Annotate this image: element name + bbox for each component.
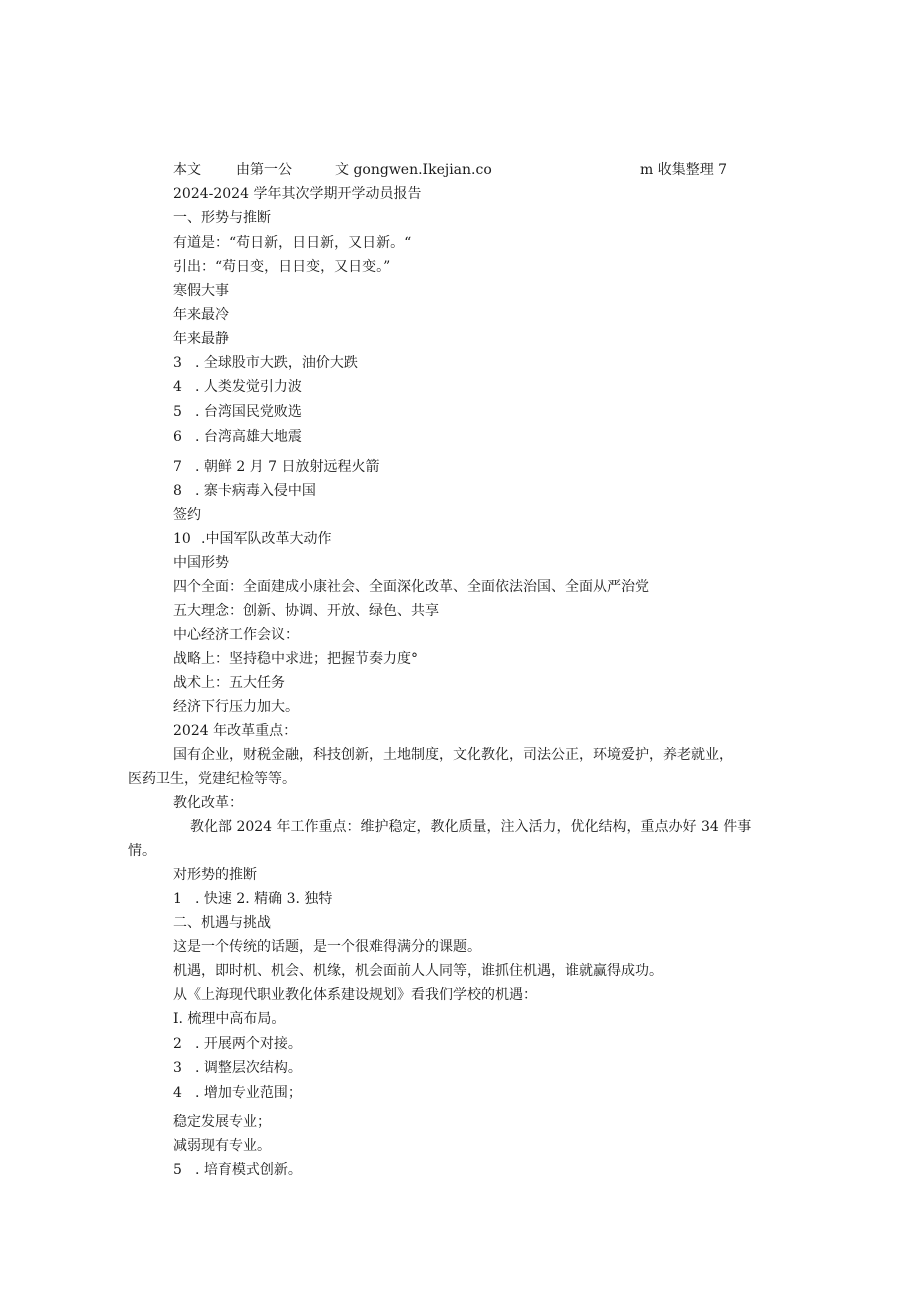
text-line: 从《上海现代职业教化体系建设规划》看我们学校的机遇： [173, 987, 537, 1003]
text-line: 教化改革： [173, 795, 243, 811]
list-text: . 人类发觉引力波 [195, 379, 302, 395]
text-line: 对形势的推断 [173, 867, 257, 883]
text-line: 签约 [173, 507, 201, 523]
list-text: . 朝鲜 2 月 7 日放射远程火箭 [195, 459, 380, 475]
text-line: 五大理念：创新、协调、开放、绿色、共享 [173, 603, 439, 619]
list-number: 8 [173, 483, 182, 499]
text-line: 四个全面：全面建成小康社会、全面深化改革、全面依法治国、全面从严治党 [173, 579, 649, 595]
list-item [173, 378, 302, 396]
list-item [173, 428, 302, 446]
list-text: . 开展两个对接。 [195, 1036, 302, 1052]
list-number: 3 [173, 355, 182, 371]
list-item [173, 1084, 302, 1102]
list-text: . 调整层次结构。 [195, 1060, 302, 1076]
list-number: 5 [173, 404, 182, 420]
text-line: 寒假大事 [173, 283, 229, 299]
list-item: I. 梳理中高布局。 [173, 1011, 286, 1027]
list-text: . 台湾国民党败选 [195, 404, 302, 420]
text-line: 这是一个传统的话题，是一个很难得满分的课题。 [173, 939, 481, 955]
list-number: 1 [173, 891, 182, 907]
list-text: . 寨卡病毒入侵中国 [195, 483, 316, 499]
list-item [173, 403, 302, 421]
paragraph-line: 国有企业，财税金融，科技创新，土地制度，文化教化，司法公正，环境爱护，养老就业， [173, 747, 733, 763]
text-line: 中心经济工作会议： [173, 627, 299, 643]
header-text-4: m 收集整理 7 [640, 162, 728, 178]
text-line: 机遇，即时机、机会、机缘，机会面前人人同等，谁抓住机遇，谁就赢得成功。 [173, 963, 663, 979]
list-number: 6 [173, 429, 182, 445]
list-number: 10 [173, 531, 191, 547]
list-number: 4 [173, 1085, 182, 1101]
list-number: 5 [173, 1162, 182, 1178]
list-text: . 增加专业范围； [195, 1085, 302, 1101]
text-line: 稳定发展专业； [173, 1114, 271, 1130]
paragraph-line: 医药卫生，党建纪检等等。 [128, 771, 296, 787]
text-line: 经济下行压力加大。 [173, 699, 299, 715]
list-item [173, 890, 332, 908]
header-text-3: 文 gongwen.Ikejian.co [335, 162, 492, 178]
text-line: 年来最静 [173, 331, 229, 347]
text-line: 减弱现有专业。 [173, 1138, 271, 1154]
list-text: .中国军队改革大动作 [201, 531, 332, 547]
list-number: 3 [173, 1060, 182, 1076]
list-text: . 全球股市大跌，油价大跌 [195, 355, 358, 371]
list-item [173, 1161, 302, 1179]
list-item [173, 458, 380, 476]
list-number: 2 [173, 1036, 182, 1052]
list-item [173, 482, 316, 500]
paragraph-line: 情。 [128, 843, 156, 859]
text-line: 年来最冷 [173, 307, 229, 323]
list-item [173, 354, 358, 372]
text-line: 引出：“苟日变，日日变，又日变。” [173, 259, 391, 275]
header-text-1: 本文 [173, 162, 201, 178]
list-text: . 快速 2. 精确 3. 独特 [195, 891, 333, 907]
list-text: . 培育模式创新。 [195, 1162, 302, 1178]
list-item [173, 1035, 302, 1053]
text-line: 战略上：坚持稳中求进；把握节奏力度° [173, 651, 418, 667]
section-heading: 二、机遇与挑战 [173, 915, 271, 931]
document-title: 2024-2024 学年其次学期开学动员报告 [173, 186, 422, 202]
section-heading: 一、形势与推断 [173, 210, 271, 226]
list-item [173, 1059, 302, 1077]
list-text: . 台湾高雄大地震 [195, 429, 302, 445]
text-line: 中国形势 [173, 555, 229, 571]
text-line: 有道是：“苟日新，日日新，又日新。“ [173, 235, 412, 251]
list-number: 4 [173, 379, 182, 395]
text-line: 2024 年改革重点： [173, 723, 298, 739]
list-number: 7 [173, 459, 182, 475]
text-line: 战术上：五大任务 [173, 675, 285, 691]
paragraph-line: 教化部 2024 年工作重点：维护稳定，教化质量，注入活力，优化结构，重点办好 34 件事 [190, 819, 752, 835]
list-item [173, 530, 331, 548]
header-text-2: 由第一公 [236, 162, 292, 178]
